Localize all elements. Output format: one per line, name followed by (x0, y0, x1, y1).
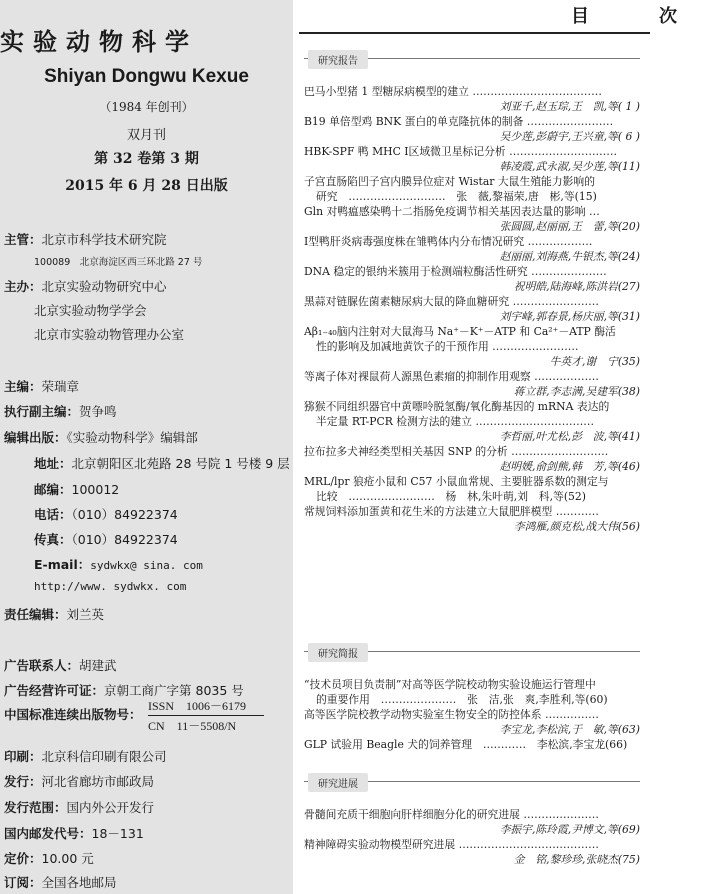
entry-authors: 祝明皓,陆海峰,陈洪岩(27) (513, 280, 640, 293)
entry-authors: 赵丽丽,刘海燕,牛银杰,等(24) (499, 250, 640, 263)
toc-entry[interactable] (304, 444, 640, 474)
entry-title: Ⅰ型鸭肝炎病毒强度株在雏鸭体内分布情况研究 ……………… (304, 235, 593, 248)
entry-authors: 蒋立群,李志满,吴建军(38) (513, 385, 640, 398)
toc-section (304, 643, 640, 752)
publisher-line: 编辑出版：《实验动物科学》编辑部 (4, 430, 198, 445)
journal-title-cn: 实验动物科学 (0, 27, 198, 56)
table-of-contents (299, 0, 703, 894)
entry-title: 常规饲料添加蛋黄和花生米的方法建立大鼠肥胖模型 ………… (304, 505, 599, 518)
entry-title: 猕猴不同组织器官中黄嘌呤脱氢酶/氧化酶基因的 mRNA 表达的 (304, 400, 610, 413)
section-header (304, 50, 640, 68)
toc-entry[interactable] (304, 737, 640, 752)
phone-line: 电话：（010）84922374 (34, 507, 178, 522)
host-line: 主办：北京实验动物研究中心 (4, 279, 167, 294)
host-3: 北京市实验动物管理办公室 (34, 327, 185, 342)
address-line: 地址：北京朝阳区北苑路 28 号院 1 号楼 9 层 (34, 456, 290, 471)
entry-authors: 李哲丽,叶尤松,彭 波,等(41) (499, 430, 640, 443)
founded-year: （1984 年创刊） (99, 100, 194, 114)
entry-title: HBK-SPF 鸭 MHC Ⅰ区域微卫星标记分析 ………………………… (304, 145, 618, 158)
toc-entry[interactable] (304, 144, 640, 174)
journal-title-en: Shiyan Dongwu Kexue (44, 66, 249, 87)
section-label: 研究进展 (308, 773, 368, 792)
entry-title: 的重要作用 ………………… 张 洁,张 爽,李胜利,等(60) (316, 693, 608, 706)
toc-section (304, 773, 640, 867)
toc-entry[interactable] (304, 837, 640, 867)
toc-entry[interactable] (304, 114, 640, 144)
editor-line: 主编：荣瑞章 (4, 379, 80, 394)
entry-title: 精神障碍实验动物模型研究进展 ………………………………… (304, 838, 599, 851)
sponsor-line: 主管：北京市科学技术研究院 (4, 232, 167, 247)
entry-title: 骨髓间充质干细胞向肝样细胞分化的研究进展 ………………… (304, 808, 599, 821)
issn-fraction (148, 697, 264, 734)
toc-title: 目 次 (571, 6, 703, 27)
serial-number-line: 中国标准连续出版物号： ISSN 1006－6179 CN 11－5508/N (4, 705, 142, 723)
entry-authors: 韩凌霞,武永淑,吴少莲,等(11) (499, 160, 640, 173)
section-label: 研究简报 (308, 643, 368, 662)
cn-number: CN 11－5508/N (148, 719, 237, 733)
entry-title: 研究 ……………………… 张 薇,黎福荣,唐 彬,等(15) (316, 190, 597, 203)
toc-entry[interactable] (304, 677, 640, 707)
toc-entry[interactable] (304, 707, 640, 737)
entry-title: 高等医学院校教学动物实验室生物安全的防控体系 …………… (304, 708, 599, 721)
toc-entry[interactable] (304, 264, 640, 294)
entry-authors: 金 铭,黎珍珍,张晓杰(75) (513, 853, 640, 866)
entry-authors: 李鸿雁,颜克松,战大伟(56) (513, 520, 640, 533)
host-2: 北京实验动物学学会 (34, 303, 147, 318)
entry-authors: 刘宇峰,郭春景,杨庆丽,等(31) (499, 310, 640, 323)
exec-editor-line: 执行副主编：贺争鸣 (4, 404, 117, 419)
volume-issue: 第 32 卷第 3 期 (94, 151, 199, 167)
entry-authors: 刘亚千,赵玉琮,王 凯,等( 1 ) (499, 100, 640, 113)
price-line: 定价：10.00 元 (4, 851, 94, 866)
toc-entry[interactable] (304, 84, 640, 114)
toc-entry[interactable] (304, 324, 640, 369)
issn-number: ISSN 1006－6179 (148, 697, 264, 716)
entry-authors: 李宝龙,李松滨,于 敏,等(63) (499, 723, 640, 736)
section-label: 研究报告 (308, 50, 368, 69)
subscribe-line: 订阅：全国各地邮局 (4, 875, 117, 890)
entry-title: 比较 …………………… 杨 林,朱叶萌,刘 科,等(52) (316, 490, 586, 503)
entry-title: GLP 试验用 Beagle 犬的饲养管理 ………… 李松滨,李宝龙(66) (304, 738, 628, 751)
entry-title: 巴马小型猪 1 型糖尿病模型的建立 ……………………………… (304, 85, 602, 98)
entry-title: DNA 稳定的银纳米簇用于检测端粒酶活性研究 ………………… (304, 265, 607, 278)
entry-title: 性的影响及加减地黄饮子的干预作用 …………………… (316, 340, 579, 353)
frequency: 双月刊 (126, 128, 166, 143)
ad-license-line: 广告经营许可证：京朝工商广字第 8035 号 (4, 683, 244, 698)
entry-title: 半定量 RT-PCR 检测方法的建立 …………………………… (316, 415, 595, 428)
toc-entry[interactable] (304, 369, 640, 399)
dist-range-line: 发行范围：国内外公开发行 (4, 800, 155, 815)
fax-line: 传真：（010）84922374 (34, 532, 178, 547)
entry-authors: 牛英才,谢 宁(35) (549, 355, 640, 368)
toc-entry[interactable] (304, 399, 640, 444)
toc-entry[interactable] (304, 234, 640, 264)
title-rule (299, 32, 650, 34)
toc-entry[interactable] (304, 294, 640, 324)
distributor-line: 发行：河北省廊坊市邮政局 (4, 774, 155, 789)
entry-authors: 张圆圆,赵丽丽,王 蕾,等(20) (499, 220, 640, 233)
section-header (304, 773, 640, 791)
entry-title: 拉布拉多犬神经类型相关基因 SNP 的分析 ……………………… (304, 445, 609, 458)
entry-authors: 李振宇,陈玲霞,尹博文,等(69) (499, 823, 640, 836)
website-link[interactable]: http://www. sydwkx. com (34, 580, 187, 593)
entry-authors: 赵明媛,俞剑熊,韩 芳,等(46) (499, 460, 640, 473)
entry-title: Aβ₁₋₄₀脑内注射对大鼠海马 Na⁺－K⁺－ATP 和 Ca²⁺－ATP 酶活 (304, 325, 616, 338)
entry-title: Gln 对鸭瘟感染鸭十二指肠免疫调节相关基因表达量的影响 … (304, 205, 600, 218)
toc-entry[interactable] (304, 474, 640, 504)
entry-authors: 吴少莲,彭蔚宇,王兴童,等( 6 ) (499, 130, 640, 143)
toc-entry[interactable] (304, 504, 640, 534)
ad-contact-line: 广告联系人：胡建武 (4, 658, 117, 673)
email-line[interactable]: E-mail：sydwkx@ sina. com (34, 557, 203, 572)
journal-info-panel (0, 0, 293, 894)
postcode-line: 邮编：100012 (34, 482, 120, 497)
sponsor-address: 100089 北京海淀区西三环北路 27 号 (34, 257, 203, 268)
postal-code-line: 国内邮发代号：18－131 (4, 826, 144, 841)
toc-entry[interactable] (304, 174, 640, 204)
toc-entry[interactable] (304, 807, 640, 837)
toc-section (304, 50, 640, 534)
entry-title: 等离子体对裸鼠荷人源黑色素瘤的抑制作用观察 ……………… (304, 370, 599, 383)
printer-line: 印刷：北京科信印刷有限公司 (4, 749, 167, 764)
entry-title: MRL/lpr 狼疮小鼠和 C57 小鼠血常规、主要脏器系数的测定与 (304, 475, 609, 488)
toc-entry[interactable] (304, 204, 640, 234)
entry-title: B19 单倍型鸡 BNK 蛋白的单克隆抗体的制备 …………………… (304, 115, 614, 128)
publication-date: 2015 年 6 月 28 日出版 (65, 178, 228, 194)
entry-title: 黑蒜对链脲佐菌素糖尿病大鼠的降血糖研究 …………………… (304, 295, 599, 308)
resp-editor-line: 责任编辑：刘兰英 (4, 607, 105, 622)
entry-title: 子宫直肠陷凹子宫内膜异位症对 Wistar 大鼠生殖能力影响的 (304, 175, 596, 188)
entry-title: “技术员项目负责制”对高等医学院校动物实验设施运行管理中 (304, 678, 596, 691)
section-header (304, 643, 640, 661)
